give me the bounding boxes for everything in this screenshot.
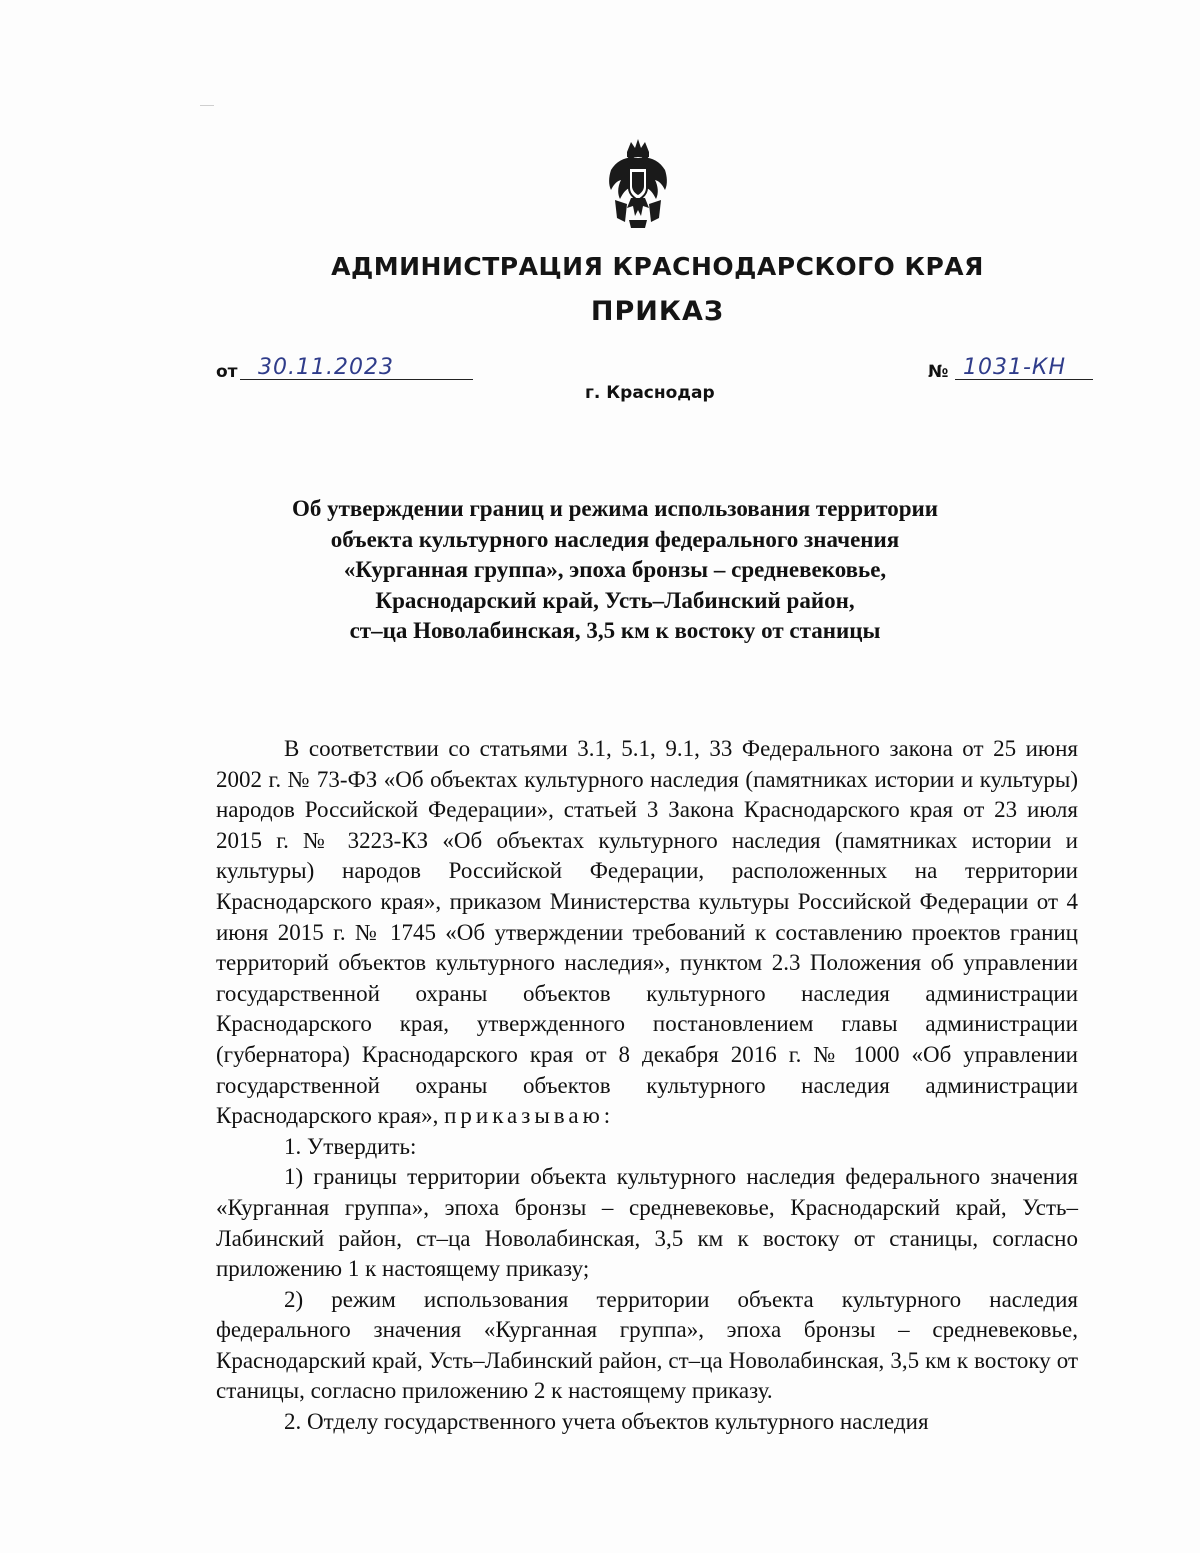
item-1-2: 2) режим использования территории объекта культурного наследия федерального значения «Курганная группа», эпоха бронзы – средневековье, Краснодарский край, Усть–Лабинский район, ст–ца Новолабинская, 3,5 км к востоку от станицы, согласно приложению 2 к настоящему приказу. [216,1286,1078,1404]
date-label: от [216,362,238,382]
city: г. Краснодар [585,383,715,403]
title-line: «Курганная группа», эпоха бронзы – средневековье, [343,557,887,582]
number-label: № [928,362,949,382]
coat-of-arms-icon [605,138,671,230]
number-value: 1031-КН [963,355,1067,380]
order-word: приказываю: [444,1103,615,1129]
scan-mark [200,105,214,106]
item-1-1: 1) границы территории объекта культурного наследия федерального значения «Курганная группа», эпоха бронзы – средневековье, Краснодарский край, Усть–Лабинский район, ст–ца Новолабинская, 3,5 км к востоку от станицы, согласно приложению 1 к настоящему приказу; [216,1164,1078,1282]
document-type: ПРИКАЗ [590,296,725,327]
document-title [200,494,1030,647]
date-value: 30.11.2023 [258,355,394,380]
item-2: 2. Отделу государственного учета объектов культурного наследия [284,1409,929,1435]
title-line: Краснодарский край, Усть–Лабинский район, [375,587,855,613]
organization-name: АДМИНИСТРАЦИЯ КРАСНОДАРСКОГО КРАЯ [331,252,984,281]
preamble-paragraph [216,734,1078,1132]
title-line: объекта культурного наследия федерального значения [330,526,900,552]
preamble-text: В соответствии со статьями 3.1, 5.1, 9.1, 33 Федерального закона от 25 июня 2002 г. № 73-ФЗ «Об объектах культурного наследия (памятниках истории и культуры) народов Российской Федерации», статьей 3 Закона Краснодарского края от 23 июля 2015 г. № 3223-КЗ «Об объектах культурного наследия (памятниках истории и культуры) народов Российской Федерации, расположенных на территории Краснодарского края», приказом Министерства культуры Российской Федерации от 4 июня 2015 г. № 1745 «Об утверждении требований к составлению проектов границ территорий объектов культурного наследия», пунктом 2.3 Положения об управлении государственной охраны объектов культурного наследия администрации Краснодарского края, утвержденного постановлением главы администрации (губернатора) Краснодарского края от 8 декабря 2016 г. № 1000 «Об управлении государственной охраны объектов культурного наследия администрации Краснодарского края», [216,736,1078,1129]
title-line: ст–ца Новолабинская, 3,5 км к востоку от станицы [349,618,881,643]
item-1: 1. Утвердить: [284,1133,417,1159]
document-body [216,734,1078,1438]
title-line: Об утверждении границ и режима использования территории [291,496,939,521]
